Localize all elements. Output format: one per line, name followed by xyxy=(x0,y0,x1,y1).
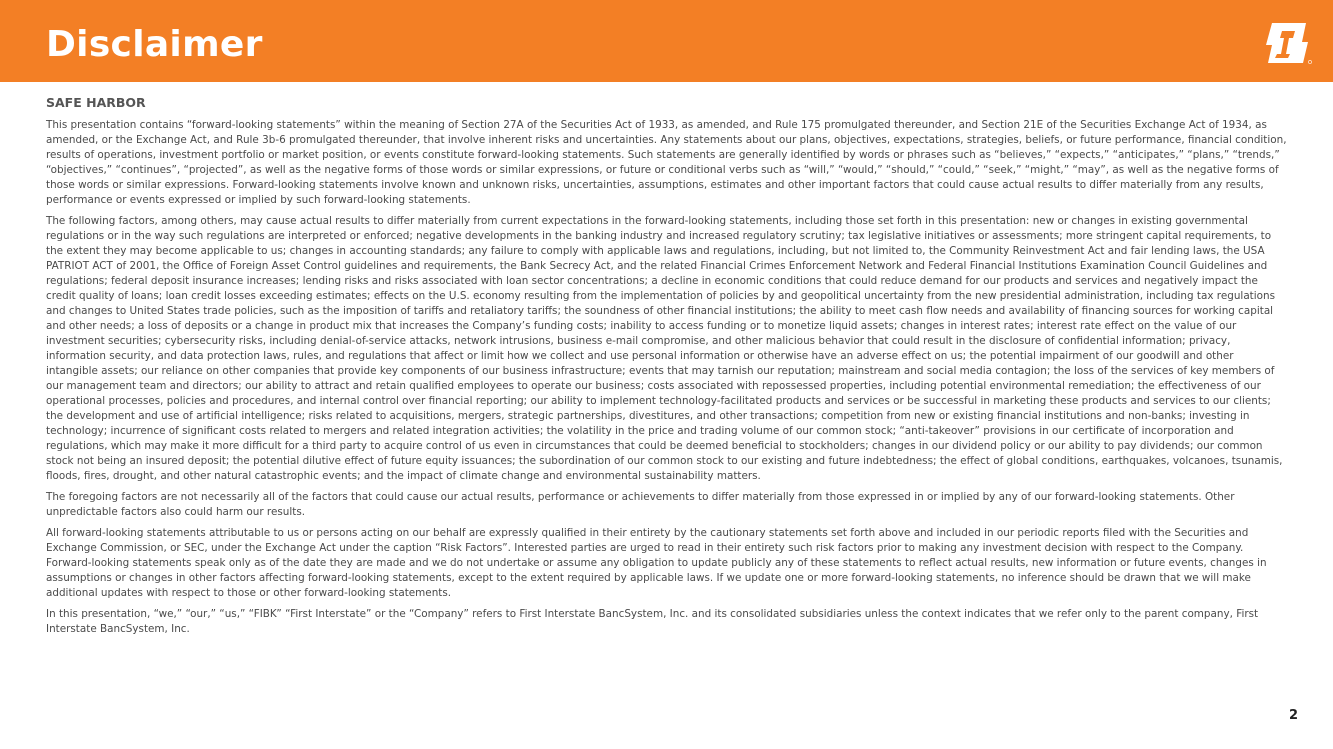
paragraph-qualification: All forward-looking statements attributable to us or persons acting on our behalf are expressly qualified in their entirety by the cautionary statements set forth above and included in our periodic reports filed with the Securities and Exchange Commission, or SEC, under the Exchange Act under the caption “Risk Factors”. Interested parties are urged to read in their entirety such risk factors prior to making any investment decision with respect to the Company. Forward-looking statements speak only as of the date they are made and we do not undertake or assume any obligation to update publicly any of these statements to reflect actual results, new information or future events, changes in assumptions or changes in other factors affecting forward-looking statements, except to the extent required by applicable laws. If we update one or more forward-looking statements, no inference should be drawn that we will make additional updates with respect to those or other forward-looking statements. xyxy=(46,527,1267,599)
section-heading: SAFE HARBOR xyxy=(46,95,146,110)
page-number: 2 xyxy=(1288,708,1298,723)
paragraph-risk-factors: The following factors, among others, may cause actual results to differ materially from current expectations in the forward-looking statements, including those set forth in this presentation: new or changes in existing governmental regulations or in the way such regulations are interpreted or enforced; negative developments in the banking industry and increased regulatory scrutiny; tax legislative initiatives or assessments; more stringent capital requirements, to the extent they may become applicable to us; changes in accounting standards; any failure to comply with applicable laws and regulations, including, but not limited to, the Community Reinvestment Act and fair lending laws, the USA PATRIOT ACT of 2001, the Office of Foreign Asset Control guidelines and requirements, the Bank Secrecy Act, and the related Financial Crimes Enforcement Network and Federal Financial Institutions Examination Council Guidelines and regulations; federal deposit insurance increases; lending risks and risks associated with loan sector concentrations; a decline in economic conditions that could reduce demand for our products and services and negatively impact the credit quality of loans; loan credit losses exceeding estimates; effects on the U.S. economy resulting from the implementation of policies by and geopolitical uncertainty from the new presidential administration, including tax regulations and changes to United States trade policies, such as the imposition of tariffs and retaliatory tariffs; the soundness of other financial institutions; the ability to meet cash flow needs and availability of financing sources for working capital and other needs; a loss of deposits or a change in product mix that increases the Company’s funding costs; inability to access funding or to monetize liquid assets; changes in interest rates; interest rate effect on the value of our investment securities; cybersecurity risks, including denial-of-service attacks, network intrusions, business e-mail compromise, and other malicious behavior that could result in the disclosure of confidential information; privacy, information security, and data protection laws, rules, and regulations that affect or limit how we collect and use personal information or otherwise have an adverse effect on us; the potential impairment of our goodwill and other intangible assets; our reliance on other companies that provide key components of our business infrastructure; events that may tarnish our reputation; mainstream and social media contagion; the loss of the services of key members of our management team and directors; our ability to attract and retain qualified employees to operate our business; costs associated with repossessed properties, including potential environmental remediation; the effectiveness of our operational processes, policies and procedures, and internal control over financial reporting; our ability to implement technology-facilitated products and services or be successful in marketing these products and services to our clients; the development and use of artificial intelligence; risks related to acquisitions, mergers, strategic partnerships, divestitures, and other transactions; competition from new or existing financial institutions and non-banks; investing in technology; incurrence of significant costs related to mergers and related integration activities; the volatility in the price and trading volume of our common stock; “anti-takeover” provisions in our certificate of incorporation and regulations, which may make it more difficult for a third party to acquire control of us even in circumstances that could be deemed beneficial to stockholders; changes in our dividend policy or our ability to pay dividends; our common stock not being an insured deposit; the potential dilutive effect of future equity issuances; the subordination of our common stock to our existing and future indebtedness; the effect of global conditions, earthquakes, volcanoes, tsunamis, floods, fires, drought, and other natural catastrophic events; and the impact of climate change and environmental sustainability matters. xyxy=(46,215,1283,482)
paragraph-definitions: In this presentation, “we,” “our,” “us,” “FIBK” “First Interstate” or the “Company” refers to First Interstate BancSystem, Inc. and its consolidated subsidiaries unless the context indicates that we refer only to the parent company, First Interstate BancSystem, Inc. xyxy=(46,608,1259,635)
header-bar xyxy=(0,0,1333,82)
paragraph-forward-looking: This presentation contains “forward-looking statements” within the meaning of Section 27A of the Securities Act of 1933, as amended, and Rule 175 promulgated thereunder, and Section 21E of the Securities Exchange Act of 1934, as amended, or the Exchange Act, and Rule 3b-6 promulgated thereunder, that involve inherent risks and uncertainties. Any statements about our plans, objectives, expectations, strategies, beliefs, or future performance, financial condition, results of operations, investment portfolio or market position, or events constitute forward-looking statements. Such statements are generally identified by words or phrases such as “believes,” “expects,” “anticipates,” “plans,” “trends,” “objectives,” “continues”, “projected”, as well as the negative forms of those words or similar expressions, or future or conditional verbs such as “will,” “would,” “should,” “could,” “seek,” “might,” “may”, as well as the negative forms of those words or similar expressions. Forward-looking statements involve known and unknown risks, uncertainties, assumptions, estimates and other important factors that could cause actual results to differ materially from any results, performance or events expressed or implied by such forward-looking statements. xyxy=(46,119,1287,206)
paragraph-foregoing-factors: The foregoing factors are not necessarily all of the factors that could cause our actual results, performance or achievements to differ materially from those expressed in or implied by any of our forward-looking statements. Other unpredictable factors also could harm our results. xyxy=(46,491,1235,518)
first-interstate-logo-icon xyxy=(1262,20,1314,66)
disclaimer-body xyxy=(46,94,1288,643)
page-title: Disclaimer xyxy=(46,24,263,65)
